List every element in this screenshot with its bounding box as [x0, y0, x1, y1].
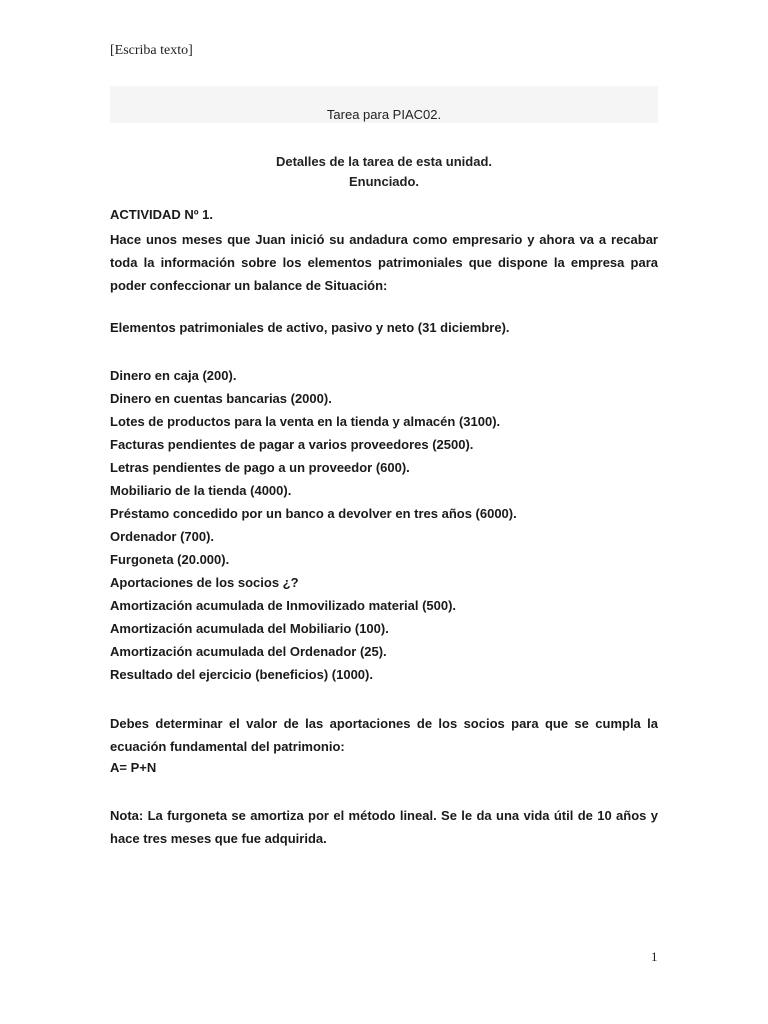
- activity-title: ACTIVIDAD Nº 1.: [110, 207, 213, 222]
- page-number: 1: [651, 949, 658, 964]
- list-item: Resultado del ejercicio (beneficios) (1000).: [110, 667, 373, 682]
- title-band: [110, 86, 658, 123]
- list-item: Facturas pendientes de pagar a varios proveedores (2500).: [110, 437, 474, 452]
- list-item: Amortización acumulada del Mobiliario (100).: [110, 621, 389, 636]
- note-paragraph: Nota: La furgoneta se amortiza por el método lineal. Se le da una vida útil de 10 años y hace tres meses que fue adquirida.: [110, 808, 658, 846]
- subtitle-statement: Enunciado.: [348, 174, 420, 189]
- list-item: Mobiliario de la tienda (4000).: [110, 483, 292, 498]
- document-title: Tarea para PIAC02.: [326, 107, 442, 122]
- list-item: Dinero en cuentas bancarias (2000).: [110, 391, 332, 406]
- list-item: Letras pendientes de pago a un proveedor (600).: [110, 460, 410, 475]
- list-item: Ordenador (700).: [110, 529, 215, 544]
- list-item: Amortización acumulada del Ordenador (25).: [110, 644, 387, 659]
- list-item: Furgoneta (20.000).: [110, 552, 230, 567]
- list-item: Aportaciones de los socios ¿?: [110, 575, 299, 590]
- header-placeholder: [Escriba texto]: [110, 43, 193, 58]
- elements-list: [110, 368, 658, 690]
- intro-paragraph: Hace unos meses que Juan inició su andadura como empresario y ahora va a recabar toda la información sobre los elementos patrimoniales que dispone la empresa para poder confeccionar un balance de Situación:: [110, 232, 658, 293]
- list-item: Dinero en caja (200).: [110, 368, 237, 383]
- list-item: Amortización acumulada de Inmovilizado material (500).: [110, 598, 457, 613]
- list-item: Lotes de productos para la venta en la tienda y almacén (3100).: [110, 414, 501, 429]
- formula: A= P+N: [110, 760, 157, 775]
- section-heading: Elementos patrimoniales de activo, pasivo y neto (31 diciembre).: [110, 320, 510, 335]
- list-item: Préstamo concedido por un banco a devolver en tres años (6000).: [110, 506, 517, 521]
- subtitle-details: Detalles de la tarea de esta unidad.: [275, 154, 493, 169]
- closing-paragraph: Debes determinar el valor de las aportaciones de los socios para que se cumpla la ecuación fundamental del patrimonio:: [110, 716, 658, 754]
